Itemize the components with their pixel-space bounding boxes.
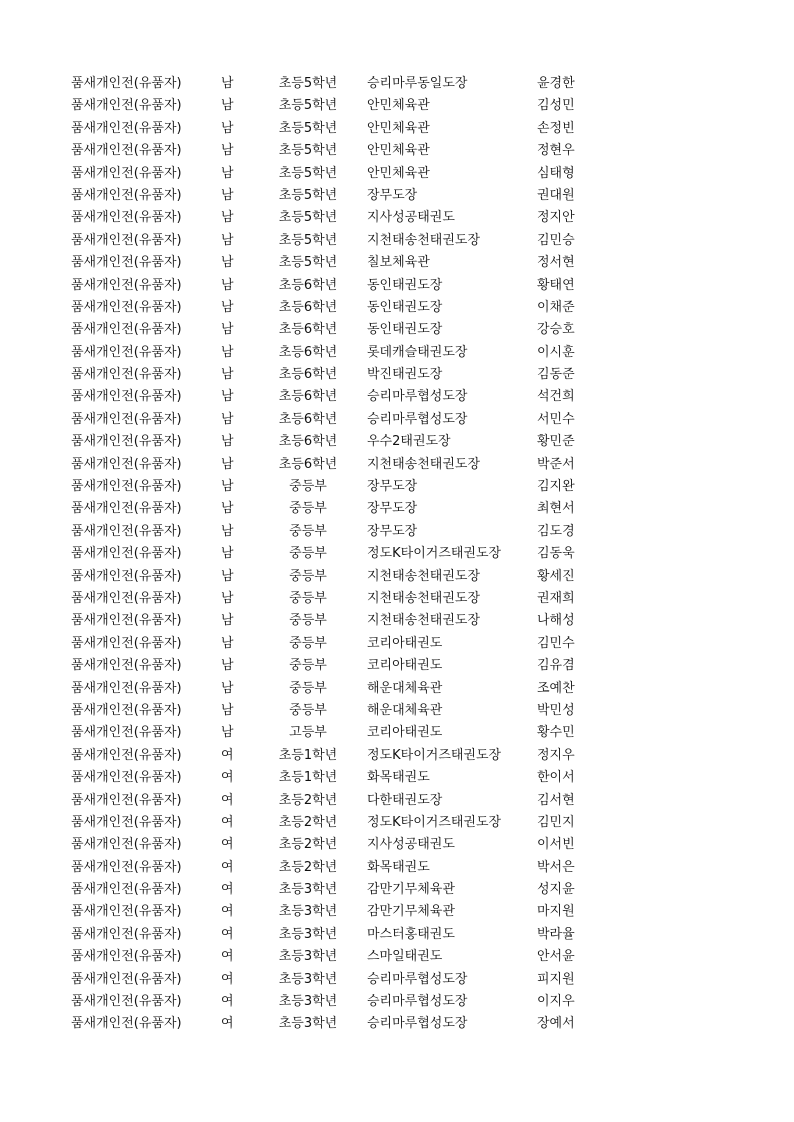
event-category: 품새개인전(유품자) (71, 1016, 182, 1032)
grade-division: 중등부 (289, 635, 327, 651)
table-row (0, 566, 794, 588)
participant-name: 김도경 (537, 523, 575, 539)
participant-name: 황수민 (537, 725, 575, 741)
gender: 남 (221, 367, 234, 383)
gym-name: 승리마루협성도장 (367, 971, 468, 987)
participant-name: 황민준 (537, 434, 575, 450)
participant-name: 김동준 (537, 367, 575, 383)
gender: 남 (221, 523, 234, 539)
participant-name: 안서윤 (537, 949, 575, 965)
participant-name: 박민성 (537, 702, 575, 718)
table-row (0, 588, 794, 610)
gym-name: 안민체육관 (367, 143, 430, 159)
event-category: 품새개인전(유품자) (71, 277, 182, 293)
gym-name: 정도K타이거즈태권도장 (367, 747, 502, 763)
gender: 여 (221, 837, 234, 853)
table-row (0, 319, 794, 341)
participant-name: 나해성 (537, 613, 575, 629)
gender: 남 (221, 501, 234, 517)
gym-name: 박진태권도장 (367, 367, 443, 383)
gym-name: 해운대체육관 (367, 680, 443, 696)
gender: 남 (221, 232, 234, 248)
gym-name: 안민체육관 (367, 120, 430, 136)
participant-name: 박준서 (537, 456, 575, 472)
participant-name: 박서은 (537, 859, 575, 875)
gender: 남 (221, 546, 234, 562)
participant-name: 피지원 (537, 971, 575, 987)
participant-name: 황세진 (537, 568, 575, 584)
gym-name: 장무도장 (367, 501, 418, 517)
event-category: 품새개인전(유품자) (71, 411, 182, 427)
table-row (0, 991, 794, 1013)
gym-name: 승리마루협성도장 (367, 994, 468, 1010)
event-category: 품새개인전(유품자) (71, 859, 182, 875)
grade-division: 초등5학년 (278, 165, 338, 181)
gender: 여 (221, 926, 234, 942)
gym-name: 감만기무체육관 (367, 882, 455, 898)
grade-division: 중등부 (289, 568, 327, 584)
participant-name: 김민지 (537, 814, 575, 830)
table-row (0, 745, 794, 767)
gender: 남 (221, 344, 234, 360)
table-row (0, 521, 794, 543)
gender: 남 (221, 568, 234, 584)
gym-name: 동인태권도장 (367, 322, 443, 338)
event-category: 품새개인전(유품자) (71, 299, 182, 315)
table-row (0, 252, 794, 274)
gender: 남 (221, 411, 234, 427)
event-category: 품새개인전(유품자) (71, 658, 182, 674)
grade-division: 초등2학년 (278, 814, 338, 830)
gender: 여 (221, 792, 234, 808)
participant-name: 김서현 (537, 792, 575, 808)
table-row (0, 678, 794, 700)
grade-division: 초등5학년 (278, 76, 338, 91)
gender: 남 (221, 613, 234, 629)
event-category: 품새개인전(유품자) (71, 971, 182, 987)
gym-name: 승리마루동일도장 (367, 76, 468, 91)
table-row (0, 454, 794, 476)
participant-name: 박라율 (537, 926, 575, 942)
gym-name: 안민체육관 (367, 165, 430, 181)
table-row (0, 543, 794, 565)
gender: 여 (221, 1016, 234, 1032)
participant-name: 조예찬 (537, 680, 575, 696)
event-category: 품새개인전(유품자) (71, 747, 182, 763)
grade-division: 초등5학년 (278, 255, 338, 271)
event-category: 품새개인전(유품자) (71, 613, 182, 629)
event-category: 품새개인전(유품자) (71, 904, 182, 920)
table-row (0, 185, 794, 207)
gender: 남 (221, 322, 234, 338)
table-row (0, 73, 794, 95)
table-row (0, 633, 794, 655)
gym-name: 화목태권도 (367, 859, 430, 875)
event-category: 품새개인전(유품자) (71, 568, 182, 584)
table-row (0, 140, 794, 162)
gender: 여 (221, 904, 234, 920)
participant-name: 강승호 (537, 322, 575, 338)
participant-name: 이서빈 (537, 837, 575, 853)
grade-division: 중등부 (289, 590, 327, 606)
gender: 남 (221, 456, 234, 472)
table-row (0, 118, 794, 140)
grade-division: 초등6학년 (278, 299, 338, 315)
table-row (0, 969, 794, 991)
event-category: 품새개인전(유품자) (71, 837, 182, 853)
participant-name: 서민수 (537, 411, 575, 427)
event-category: 품새개인전(유품자) (71, 546, 182, 562)
table-row (0, 409, 794, 431)
grade-division: 초등5학년 (278, 210, 338, 226)
grade-division: 초등3학년 (278, 949, 338, 965)
gender: 남 (221, 434, 234, 450)
grade-division: 초등3학년 (278, 994, 338, 1010)
participant-name: 김민수 (537, 635, 575, 651)
gender: 남 (221, 255, 234, 271)
grade-division: 중등부 (289, 501, 327, 517)
gym-name: 롯데캐슬태권도장 (367, 344, 468, 360)
gym-name: 우수2태권도장 (367, 434, 451, 450)
participant-name: 마지원 (537, 904, 575, 920)
table-row (0, 790, 794, 812)
table-row (0, 812, 794, 834)
gym-name: 해운대체육관 (367, 702, 443, 718)
table-row (0, 946, 794, 968)
event-category: 품새개인전(유품자) (71, 949, 182, 965)
gym-name: 코리아태권도 (367, 725, 443, 741)
table-row (0, 924, 794, 946)
gender: 여 (221, 770, 234, 786)
gender: 남 (221, 635, 234, 651)
table-row (0, 1013, 794, 1035)
gender: 여 (221, 814, 234, 830)
gender: 여 (221, 747, 234, 763)
participant-name: 정지우 (537, 747, 575, 763)
gym-name: 승리마루협성도장 (367, 389, 468, 405)
gender: 여 (221, 994, 234, 1010)
gym-name: 안민체육관 (367, 98, 430, 114)
gender: 남 (221, 98, 234, 114)
table-row (0, 342, 794, 364)
grade-division: 초등6학년 (278, 456, 338, 472)
participant-name: 김민승 (537, 232, 575, 248)
gym-name: 동인태권도장 (367, 277, 443, 293)
table-row (0, 610, 794, 632)
grade-division: 초등5학년 (278, 232, 338, 248)
participant-name: 최현서 (537, 501, 575, 517)
table-row (0, 163, 794, 185)
event-category: 품새개인전(유품자) (71, 187, 182, 203)
participant-name: 이지우 (537, 994, 575, 1010)
table-row (0, 498, 794, 520)
grade-division: 초등5학년 (278, 187, 338, 203)
gym-name: 지사성공태권도 (367, 210, 455, 226)
grade-division: 초등6학년 (278, 322, 338, 338)
participant-name: 장예서 (537, 1016, 575, 1032)
event-category: 품새개인전(유품자) (71, 501, 182, 517)
event-category: 품새개인전(유품자) (71, 702, 182, 718)
table-row (0, 207, 794, 229)
table-row (0, 431, 794, 453)
gym-name: 화목태권도 (367, 770, 430, 786)
event-category: 품새개인전(유품자) (71, 994, 182, 1010)
grade-division: 고등부 (289, 725, 327, 741)
gym-name: 정도K타이거즈태권도장 (367, 546, 502, 562)
gender: 여 (221, 949, 234, 965)
participant-name: 김동욱 (537, 546, 575, 562)
table-row (0, 364, 794, 386)
table-row (0, 834, 794, 856)
gym-name: 지천태송천태권도장 (367, 568, 481, 584)
gender: 남 (221, 143, 234, 159)
participant-name: 이시훈 (537, 344, 575, 360)
gym-name: 감만기무체육관 (367, 904, 455, 920)
event-category: 품새개인전(유품자) (71, 367, 182, 383)
grade-division: 초등6학년 (278, 367, 338, 383)
grade-division: 중등부 (289, 523, 327, 539)
grade-division: 중등부 (289, 702, 327, 718)
gym-name: 지천태송천태권도장 (367, 590, 481, 606)
grade-division: 초등6학년 (278, 411, 338, 427)
grade-division: 초등3학년 (278, 1016, 338, 1032)
participant-name: 심태형 (537, 165, 575, 181)
event-category: 품새개인전(유품자) (71, 98, 182, 114)
grade-division: 초등1학년 (278, 747, 338, 763)
gym-name: 지천태송천태권도장 (367, 456, 481, 472)
gym-name: 코리아태권도 (367, 658, 443, 674)
gym-name: 장무도장 (367, 187, 418, 203)
table-row (0, 655, 794, 677)
grade-division: 초등2학년 (278, 837, 338, 853)
grade-division: 초등6학년 (278, 434, 338, 450)
grade-division: 초등3학년 (278, 971, 338, 987)
gender: 남 (221, 389, 234, 405)
gym-name: 정도K타이거즈태권도장 (367, 814, 502, 830)
participant-name: 김유겸 (537, 658, 575, 674)
gym-name: 코리아태권도 (367, 635, 443, 651)
participant-name: 김지완 (537, 479, 575, 495)
gym-name: 승리마루협성도장 (367, 411, 468, 427)
event-category: 품새개인전(유품자) (71, 232, 182, 248)
gym-name: 동인태권도장 (367, 299, 443, 315)
event-category: 품새개인전(유품자) (71, 434, 182, 450)
gender: 남 (221, 120, 234, 136)
gym-name: 지천태송천태권도장 (367, 232, 481, 248)
event-category: 품새개인전(유품자) (71, 882, 182, 898)
gender: 남 (221, 76, 234, 91)
gender: 남 (221, 479, 234, 495)
participant-name: 김성민 (537, 98, 575, 114)
participant-name: 정지안 (537, 210, 575, 226)
event-category: 품새개인전(유품자) (71, 814, 182, 830)
gender: 남 (221, 210, 234, 226)
grade-division: 초등6학년 (278, 344, 338, 360)
gender: 남 (221, 299, 234, 315)
table-row (0, 230, 794, 252)
participant-name: 정서현 (537, 255, 575, 271)
participant-name: 윤경한 (537, 76, 575, 91)
event-category: 품새개인전(유품자) (71, 523, 182, 539)
event-category: 품새개인전(유품자) (71, 725, 182, 741)
grade-division: 초등5학년 (278, 143, 338, 159)
event-category: 품새개인전(유품자) (71, 143, 182, 159)
event-category: 품새개인전(유품자) (71, 680, 182, 696)
grade-division: 초등3학년 (278, 926, 338, 942)
event-category: 품새개인전(유품자) (71, 389, 182, 405)
gender: 남 (221, 277, 234, 293)
grade-division: 초등2학년 (278, 792, 338, 808)
gender: 남 (221, 590, 234, 606)
table-row (0, 722, 794, 744)
event-category: 품새개인전(유품자) (71, 456, 182, 472)
table-row (0, 700, 794, 722)
table-row (0, 275, 794, 297)
grade-division: 초등2학년 (278, 859, 338, 875)
table-row (0, 857, 794, 879)
gender: 남 (221, 725, 234, 741)
grade-division: 초등5학년 (278, 98, 338, 114)
grade-division: 초등1학년 (278, 770, 338, 786)
table-row (0, 95, 794, 117)
gender: 남 (221, 187, 234, 203)
gender: 남 (221, 702, 234, 718)
grade-division: 중등부 (289, 613, 327, 629)
participant-name: 황태연 (537, 277, 575, 293)
table-row (0, 901, 794, 923)
participant-name: 손정빈 (537, 120, 575, 136)
participant-name: 권재희 (537, 590, 575, 606)
participant-name: 이채준 (537, 299, 575, 315)
event-category: 품새개인전(유품자) (71, 210, 182, 226)
gym-name: 칠보체육관 (367, 255, 430, 271)
gender: 여 (221, 882, 234, 898)
grade-division: 중등부 (289, 680, 327, 696)
table-row (0, 297, 794, 319)
event-category: 품새개인전(유품자) (71, 590, 182, 606)
gym-name: 장무도장 (367, 523, 418, 539)
event-category: 품새개인전(유품자) (71, 770, 182, 786)
gym-name: 장무도장 (367, 479, 418, 495)
event-category: 품새개인전(유품자) (71, 120, 182, 136)
grade-division: 중등부 (289, 479, 327, 495)
event-category: 품새개인전(유품자) (71, 479, 182, 495)
event-category: 품새개인전(유품자) (71, 165, 182, 181)
event-category: 품새개인전(유품자) (71, 792, 182, 808)
event-category: 품새개인전(유품자) (71, 255, 182, 271)
event-category: 품새개인전(유품자) (71, 322, 182, 338)
grade-division: 중등부 (289, 546, 327, 562)
gym-name: 지사성공태권도 (367, 837, 455, 853)
gender: 남 (221, 658, 234, 674)
event-category: 품새개인전(유품자) (71, 926, 182, 942)
participant-name: 정현우 (537, 143, 575, 159)
table-row (0, 476, 794, 498)
grade-division: 초등3학년 (278, 904, 338, 920)
participant-name: 권대원 (537, 187, 575, 203)
event-category: 품새개인전(유품자) (71, 76, 182, 91)
gym-name: 승리마루협성도장 (367, 1016, 468, 1032)
event-category: 품새개인전(유품자) (71, 344, 182, 360)
gym-name: 지천태송천태권도장 (367, 613, 481, 629)
gym-name: 마스터홍태권도 (367, 926, 455, 942)
grade-division: 초등3학년 (278, 882, 338, 898)
grade-division: 중등부 (289, 658, 327, 674)
gender: 남 (221, 165, 234, 181)
participant-name: 성지윤 (537, 882, 575, 898)
grade-division: 초등6학년 (278, 389, 338, 405)
gender: 여 (221, 971, 234, 987)
table-row (0, 879, 794, 901)
gym-name: 스마일태권도 (367, 949, 443, 965)
table-row (0, 767, 794, 789)
grade-division: 초등6학년 (278, 277, 338, 293)
gym-name: 다한태권도장 (367, 792, 443, 808)
gender: 여 (221, 859, 234, 875)
grade-division: 초등5학년 (278, 120, 338, 136)
participant-list (0, 73, 794, 1036)
event-category: 품새개인전(유품자) (71, 635, 182, 651)
participant-name: 한이서 (537, 770, 575, 786)
participant-name: 석건희 (537, 389, 575, 405)
gender: 남 (221, 680, 234, 696)
table-row (0, 386, 794, 408)
